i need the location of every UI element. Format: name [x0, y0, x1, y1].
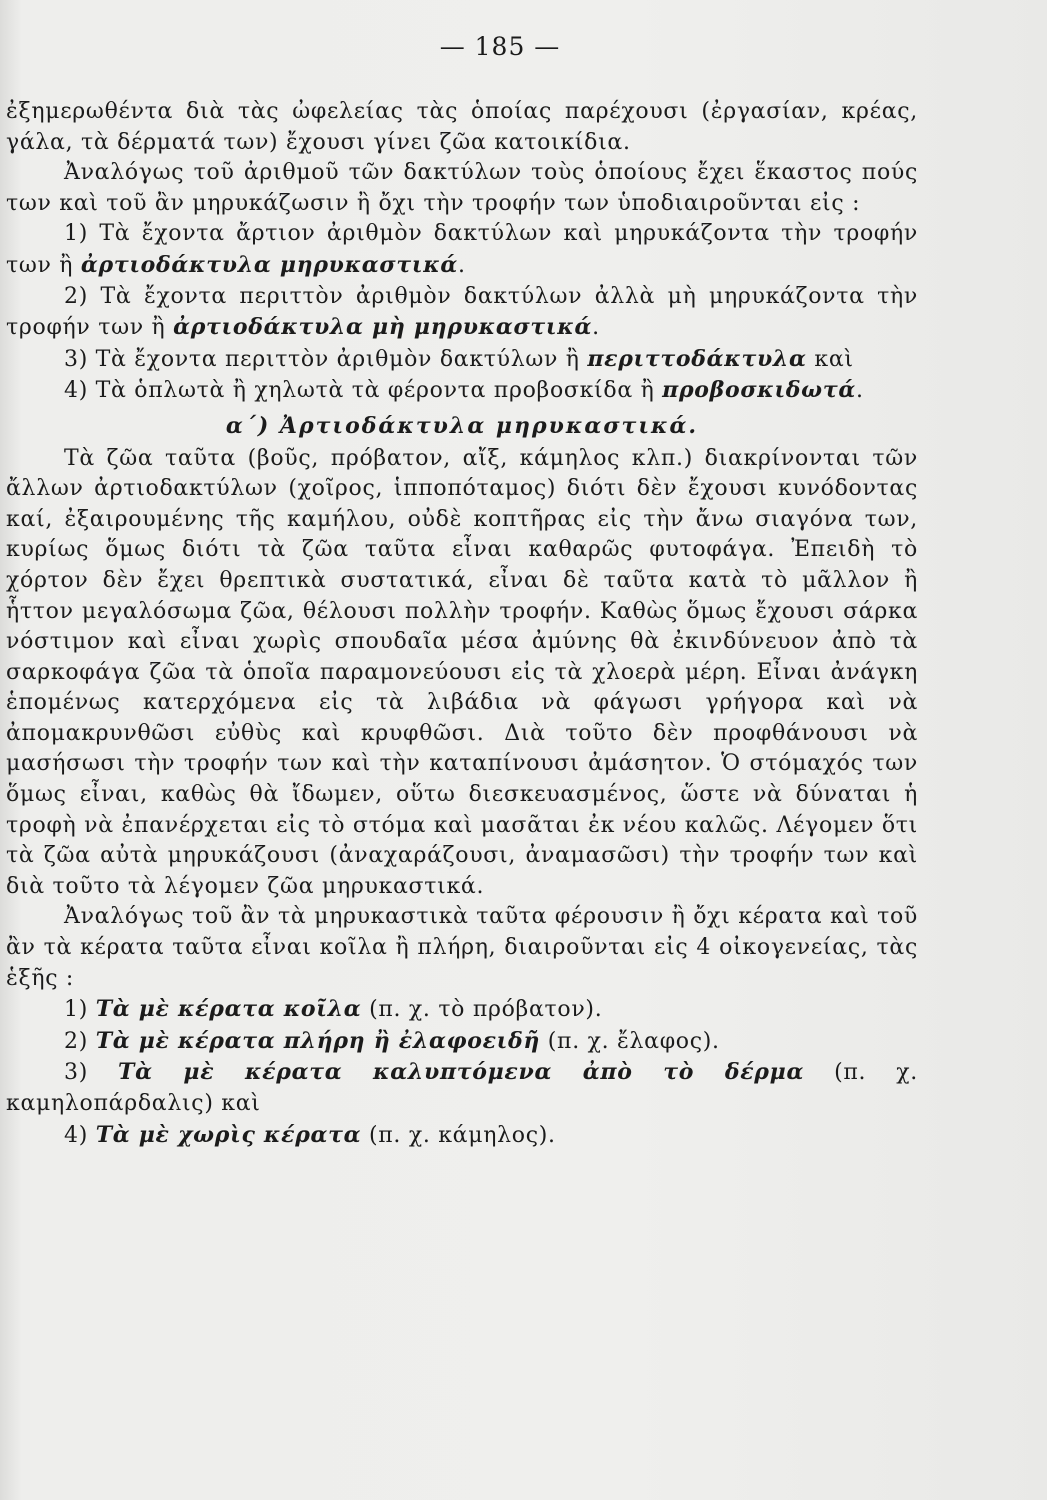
- list-item-1-suffix: .: [458, 252, 466, 278]
- family-item-2-example: (π. χ. ἔλαφος).: [540, 1028, 720, 1054]
- family-item-2: [6, 1026, 918, 1058]
- list-item-1-text: 1) Τὰ ἔχοντα ἄρτιον ἀριθμὸν δακτύλων καὶ μηρυκάζοντα τὴν τροφήν των ἢ: [6, 221, 918, 278]
- family-item-3-example: (π. χ. καμηλοπάρδαλις) καὶ: [6, 1060, 918, 1116]
- family-item-1-term: Τὰ μὲ κέρατα κοῖλα: [95, 996, 362, 1023]
- family-item-3-number: 3): [64, 1060, 88, 1086]
- paragraph-domestic: ἐξημερωθέντα διὰ τὰς ὠφελείας τὰς ὁποίας παρέχουσι (ἐργασίαν, κρέας, γάλα, τὰ δέρματά των) ἔχουσι γίνει ζῶα κατοικίδια.: [6, 99, 918, 155]
- page-body: [6, 97, 918, 1151]
- family-item-1-number: 1): [64, 997, 88, 1023]
- list-item-2-text: 2) Τὰ ἔχοντα περιττὸν ἀριθμὸν δακτύλων ἀλλὰ μὴ μηρυκάζοντα τὴν τροφήν των ἢ: [6, 283, 918, 341]
- family-item-4-term: Τὰ μὲ χωρὶς κέρατα: [95, 1121, 362, 1148]
- paragraph-families-intro: Ἀναλόγως τοῦ ἂν τὰ μηρυκαστικὰ ταῦτα φέρουσιν ἢ ὄχι κέρατα καὶ τοῦ ἂν τὰ κέρατα ταῦτα εἶναι κοῖλα ἢ πλήρη, διαιροῦνται εἰς 4 οἰκογενείας, τὰς ἑξῆς :: [6, 904, 918, 991]
- list-item-3-text: 3) Τὰ ἔχοντα περιττὸν ἀριθμὸν δακτύλων ἢ: [64, 346, 588, 372]
- section-heading: α΄) Ἀρτιοδάκτυλα μηρυκαστικά.: [225, 412, 699, 439]
- list-item-4-text: 4) Τὰ ὁπλωτὰ ἢ χηλωτὰ τὰ φέροντα προβοσκίδα ἢ: [64, 378, 663, 404]
- family-item-2-term: Τὰ μὲ κέρατα πλήρη ἢ ἐλαφοειδῆ: [95, 1027, 541, 1054]
- family-item-1-example: (π. χ. τὸ πρόβατον).: [361, 997, 603, 1023]
- family-item-4-number: 4): [64, 1122, 88, 1148]
- family-item-3: [6, 1057, 918, 1119]
- paragraph-ruminants: Τὰ ζῶα ταῦτα (βοῦς, πρόβατον, αἴξ, κάμηλος κλπ.) διακρίνονται τῶν ἄλλων ἀρτιοδακτύλων (χοῖρος, ἱπποπόταμος) διότι δὲν ἔχουσι κυνόδοντας καί, ἐξαιρουμένης τῆς καμήλου, οὐδὲ κοπτῆρας εἰς τὴν ἄνω σιαγόνα των, κυρίως ὅμως διότι τὰ ζῶα ταῦτα εἶναι καθαρῶς φυτοφάγα. Ἐπειδὴ τὸ χόρτον δὲν ἔχει θρεπτικὰ συστατικά, εἶναι δὲ ταῦτα κατὰ τὸ μᾶλλον ἢ ἧττον μεγαλόσωμα ζῶα, θέλουσι πολλὴν τροφήν. Καθὼς ὅμως ἔχουσι σάρκα νόστιμον καὶ εἶναι χωρὶς σπουδαῖα μέσα ἀμύνης θὰ ἐκινδύνευον ἀπὸ τὰ σαρκοφάγα ζῶα τὰ ὁποῖα παραμονεύουσι εἰς τὰ χλοερὰ μέρη. Εἶναι ἀνάγκη ἑπομένως κατερχόμενα εἰς τὰ λιβάδια νὰ φάγωσι γρήγορα καὶ νὰ ἀπομακρυνθῶσι εὐθὺς καὶ κρυφθῶσι. Διὰ τοῦτο δὲν προφθάνουσι νὰ μασήσωσι τὴν τροφήν των καὶ τὴν καταπίνουσι ἀμάσητον. Ὁ στόμαχός των ὅμως εἶναι, καθὼς θὰ ἴδωμεν, οὕτω διεσκευασμένος, ὥστε νὰ δύναται ἡ τροφὴ νὰ ἐπανέρχεται εἰς τὸ στόμα καὶ μασᾶται ἐκ νέου καλῶς. Λέγομεν ὅτι τὰ ζῶα αὐτὰ μηρυκάζουσι (ἀναχαράζουσι, ἀναμασῶσι) τὴν τροφήν των καὶ διὰ τοῦτο τὰ λέγομεν ζῶα μηρυκαστικά.: [6, 445, 918, 899]
- list-item-1: [6, 219, 918, 281]
- family-item-2-number: 2): [64, 1028, 88, 1054]
- list-item-4-term: προβοσκιδωτά: [662, 377, 856, 404]
- list-item-3-suffix: καὶ: [806, 346, 854, 372]
- list-item-1-term: ἀρτιοδάκτυλα μηρυκαστικά: [80, 251, 459, 278]
- list-item-2: [6, 282, 918, 344]
- list-item-2-term: ἀρτιοδάκτυλα μὴ μηρυκαστικά: [173, 314, 593, 341]
- list-item-4-suffix: .: [855, 378, 864, 404]
- list-item-4: [6, 375, 918, 407]
- list-item-3: [6, 344, 918, 376]
- family-item-3-term: Τὰ μὲ κέρατα καλυπτόμενα ἀπὸ τὸ δέρμα: [118, 1059, 805, 1086]
- family-item-4: [6, 1120, 918, 1152]
- list-item-3-term: περιττοδάκτυλα: [587, 345, 807, 372]
- list-item-2-suffix: .: [592, 315, 600, 341]
- paragraph-division-intro: Ἀναλόγως τοῦ ἀριθμοῦ τῶν δακτύλων τοὺς ὁποίους ἔχει ἕκαστος πούς των καὶ τοῦ ἂν μηρυκάζωσιν ἢ ὄχι τὴν τροφήν των ὑποδιαιροῦνται εἰς :: [6, 160, 918, 216]
- family-item-1: [6, 994, 918, 1026]
- page-number: — 185 —: [439, 32, 561, 61]
- family-item-4-example: (π. χ. κάμηλος).: [361, 1122, 556, 1148]
